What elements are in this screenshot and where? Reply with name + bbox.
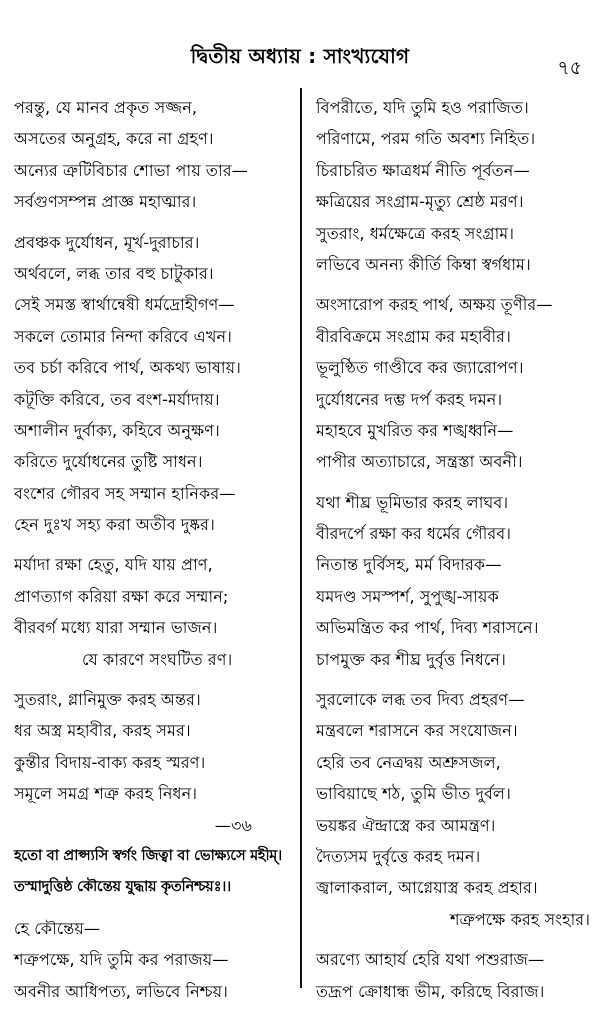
- verse-line: অসতের অনুগ্রহ, করে না গ্রহণ।: [14, 129, 214, 149]
- verse-line: অভিমন্ত্রিত কর পার্থ, দিব্য শরাসনে।: [316, 618, 539, 638]
- verse-line: কটূক্তি করিবে, তব বংশ-মর্যাদায়।: [14, 389, 220, 409]
- verse-line: হেরি তব নেত্রদ্বয় অশ্রুসজল,: [316, 752, 501, 772]
- column-divider: [300, 88, 302, 988]
- verse-line: বীরবিক্রমে সংগ্রাম কর মহাবীর।: [316, 326, 511, 346]
- verse-line: যে কারণে সংঘটিত রণ।: [82, 649, 233, 669]
- right-column: [316, 92, 594, 1007]
- verse-line: পরন্তু, যে মানব প্রকৃত সজ্জন,: [14, 98, 198, 117]
- verse-line: অর্থবলে, লব্ধ তার বহু চাটুকার।: [14, 263, 214, 283]
- verse-line: বংশের গৌরব সহ সম্মান হানিকর—: [14, 483, 236, 503]
- verse-line: চাপমুক্ত কর শীঘ্র দুর্বৃত্ত নিধনে।: [316, 649, 506, 669]
- verse-line: শত্রুপক্ষে, যদি তুমি কর পরাজয়—: [14, 950, 229, 970]
- verse-line: ক্ষত্রিয়ের সংগ্রাম-মৃত্যু শ্রেষ্ঠ মরণ।: [316, 192, 524, 212]
- verse-line: বীরদর্পে রক্ষা কর ধর্মের গৌরব।: [316, 524, 512, 544]
- verse-line: অন্যের ত্রুটিবিচার শোভা পায় তার—: [14, 160, 248, 180]
- verse-line: চিরাচরিত ক্ষাত্রধর্ম নীতি পূর্বতন—: [316, 160, 530, 180]
- verse-line: সেই সমস্ত স্বার্থান্বেষী ধর্মদ্রোহীগণ—: [14, 295, 235, 315]
- verse-line: ভূলুণ্ঠিত গাণ্ডীবে কর জ্যারোপণ।: [316, 358, 524, 378]
- verse-line: সুতরাং, গ্লানিমুক্ত করহ অন্তর।: [14, 690, 201, 710]
- sanskrit-verse-line: তস্মাদুত্তিষ্ঠ কৌন্তেয় যুদ্ধায় কৃতনিশ্চয়ঃ।।: [14, 879, 231, 896]
- verse-line: অশালীন দুর্বাক্য, কহিবে অনুক্ষণ।: [14, 420, 220, 440]
- verse-line: দৈত্যসম দুর্বৃত্তে করহ দমন।: [316, 846, 481, 866]
- verse-line: যথা শীঘ্র ভূমিভার করহ লাঘব।: [316, 492, 509, 512]
- verse-line: নিতান্ত দুর্বিসহ, মর্ম বিদারক—: [316, 555, 502, 575]
- verse-line: অংসারোপ করহ পার্থ, অক্ষয় তূণীর—: [316, 295, 553, 315]
- verse-line: সকলে তোমার নিন্দা করিবে এখন।: [14, 326, 232, 346]
- verse-line: কুন্তীর বিদায়-বাক্য করহ স্মরণ।: [14, 752, 206, 772]
- verse-line: বীরবর্গ মধ্যে যারা সম্মান ভাজন।: [14, 618, 218, 638]
- verse-line: ভয়ঙ্কর ঐন্দ্রাস্ত্রে কর আমন্ত্রণ।: [316, 815, 496, 835]
- verse-line: লভিবে অনন্য কীর্তি কিম্বা স্বর্গধাম।: [316, 254, 531, 274]
- verse-line: অরণ্যে আহার্য হেরি যথা পশুরাজ—: [316, 950, 545, 970]
- verse-line: সুতরাং, ধর্মক্ষেত্রে করহ সংগ্রাম।: [316, 223, 515, 243]
- verse-line: প্রবঞ্চক দুর্যোধন, মূর্খ-দুরাচার।: [14, 232, 200, 252]
- verse-line: ভাবিয়াছে শঠ, তুমি ভীত দুর্বল।: [316, 784, 511, 804]
- verse-line: পরিণামে, পরম গতি অবশ্য নিহিত।: [316, 129, 536, 149]
- verse-line: বিপরীতে, যদি তুমি হও পরাজিত।: [316, 98, 529, 117]
- verse-line: অবনীর আধিপত্য, লভিবে নিশ্চয়।: [14, 981, 228, 1001]
- verse-line: দুর্যোধনের দম্ভ দর্প করহ দমন।: [316, 389, 503, 409]
- verse-line: মন্ত্রবলে শরাসনে কর সংযোজন।: [316, 721, 518, 741]
- verse-line: করিতে দুর্যোধনের তুষ্টি সাধন।: [14, 452, 203, 472]
- page-title: দ্বিতীয় অধ্যায় : সাংখ্যযোগ: [190, 44, 410, 68]
- verse-line: মর্যাদা রক্ষা হেতু, যদি যায় প্রাণ,: [14, 555, 213, 575]
- verse-line: তব চর্চা করিবে পার্থ, অকথ্য ভাষায়।: [14, 358, 241, 378]
- verse-line: হে কৌন্তেয়—: [14, 918, 101, 938]
- verse-number: —৩৬: [214, 815, 252, 835]
- verse-line: সর্বগুণসম্পন্ন প্রাজ্ঞ মহাত্মার।: [14, 192, 197, 212]
- verse-line: শত্রুপক্ষে করহ সংহার।: [449, 909, 590, 929]
- verse-line: যমদণ্ড সমস্পর্শ, সুপুঙ্খ-সায়ক: [316, 586, 499, 606]
- left-column: [14, 92, 292, 1007]
- verse-line: মহাহবে মুখরিত কর শঙ্খধ্বনি—: [316, 420, 514, 440]
- page-number: ৭৫: [557, 57, 582, 79]
- verse-line: তদ্রূপ ক্রোধান্ধ ভীম, করিছে বিরাজ।: [316, 981, 545, 1001]
- verse-line: জ্বালাকরাল, আগ্নেয়াস্ত্র করহ প্রহার।: [316, 878, 538, 898]
- sanskrit-verse-line: হতো বা প্রাপ্স্যসি স্বর্গং জিত্বা বা ভোক্ষ্যসে মহীম্।: [14, 847, 282, 864]
- verse-line: পাপীর অত্যাচারে, সন্ত্রস্তা অবনী।: [316, 452, 523, 472]
- verse-line: হেন দুঃখ সহ্য করা অতীব দুষ্কর।: [14, 515, 215, 535]
- verse-line: সুরলোকে লব্ধ তব দিব্য প্রহরণ—: [316, 690, 525, 710]
- verse-line: ধর অস্ত্র মহাবীর, করহ সমর।: [14, 721, 191, 741]
- verse-line: সমূলে সমগ্র শত্রু করহ নিধন।: [14, 784, 198, 804]
- verse-line: প্রাণত্যাগ করিয়া রক্ষা করে সম্মান;: [14, 586, 229, 606]
